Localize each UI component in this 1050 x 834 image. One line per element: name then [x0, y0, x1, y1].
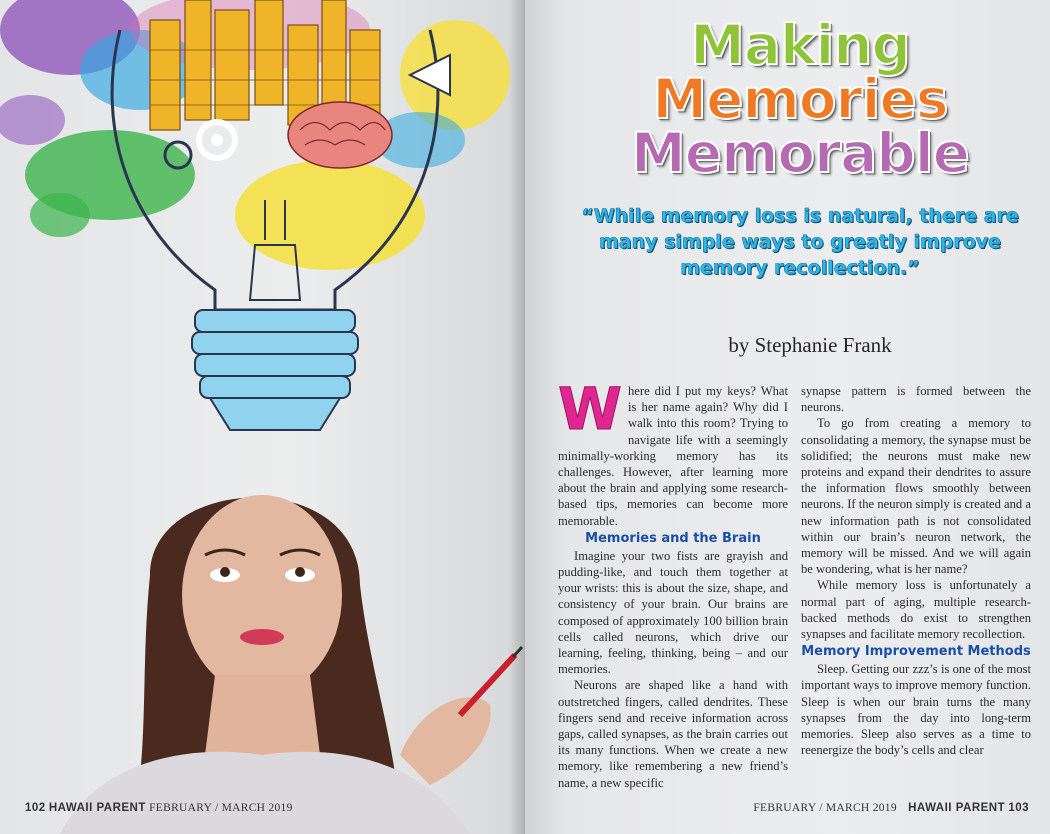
title-line-3: Memorable [631, 121, 969, 185]
lightbulb-illustration [0, 0, 525, 470]
page-gutter-shadow [508, 0, 525, 834]
intro-paragraph [558, 375, 788, 529]
article-column-1 [558, 375, 788, 791]
right-publication-name: HAWAII PARENT [908, 802, 1006, 814]
pull-quote: “While memory loss is natural, there are many simple ways to greatly improve memory recollection.” [581, 205, 1019, 279]
title-line-1: Making [690, 13, 910, 77]
intro-text: here did I put my keys? What is her name again? Why did I walk into this room? Trying to navigate life with a seemingly minimally-working memory has its challenges. However, after learning more about the brain and applying some research-based tips, memories can become more memorable. [558, 384, 788, 528]
article-column-2 [801, 383, 1031, 758]
article-title [565, 13, 1035, 185]
body-paragraph: While memory loss is unfortunately a normal part of aging, multiple research-backed methods do exist to strengthen synapses and facilitate memory recollection. [801, 578, 1031, 642]
title-line-2: Memories [652, 67, 948, 131]
body-paragraph: synapse pattern is formed between the neurons. [801, 384, 1031, 415]
right-page-footer [753, 802, 1029, 814]
woman-portrait-photo [0, 455, 525, 834]
subhead-memory-methods: Memory Improvement Methods [801, 644, 1031, 660]
body-paragraph: To go from creating a memory to consolidating a memory, the synapse must be solidified; the neurons must make new proteins and expand their dendrites to assure the information flows smoothly between neurons. If the neuron simply is created and a new information path is not consolidated within our brain’s neuron network, the memory will be missed. And we will again be wondering, what is her name? [801, 416, 1031, 577]
body-paragraph: Neurons are shaped like a hand with outstretched fingers, called dendrites. These fingers send and receive information across gaps, called synapses, as the brain carries out its many functions. When we create a new memory, like remembering a new friend’s name, a new specific [558, 678, 788, 790]
left-page-footer [25, 802, 301, 814]
left-publication-name: HAWAII PARENT [48, 802, 146, 814]
subhead-memories-brain: Memories and the Brain [585, 530, 761, 546]
body-paragraph: Imagine your two fists are grayish and pudding-like, and touch them together at your wrists: this is about the size, shape, and consistency of your brain. Our brains are composed of approximately 100 billion brain cells called neurons, which drive our learning, feeling, thinking, being – and our memories. [558, 548, 788, 677]
right-issue-date: FEBRUARY / MARCH 2019 [753, 802, 897, 814]
left-issue-date: FEBRUARY / MARCH 2019 [149, 802, 293, 814]
drop-cap: W [558, 375, 622, 443]
body-paragraph: Sleep. Getting our zzz’s is one of the most important ways to improve memory function. Sleep is when our brain turns the many synapses from the day into long-term memories. Sleep also serves as a time to reenergize the body’s cells and clear [801, 662, 1031, 758]
right-page [525, 0, 1050, 834]
left-page-number: 102 [25, 802, 46, 814]
byline: by Stephanie Frank [728, 333, 892, 357]
right-page-number: 103 [1008, 802, 1029, 814]
